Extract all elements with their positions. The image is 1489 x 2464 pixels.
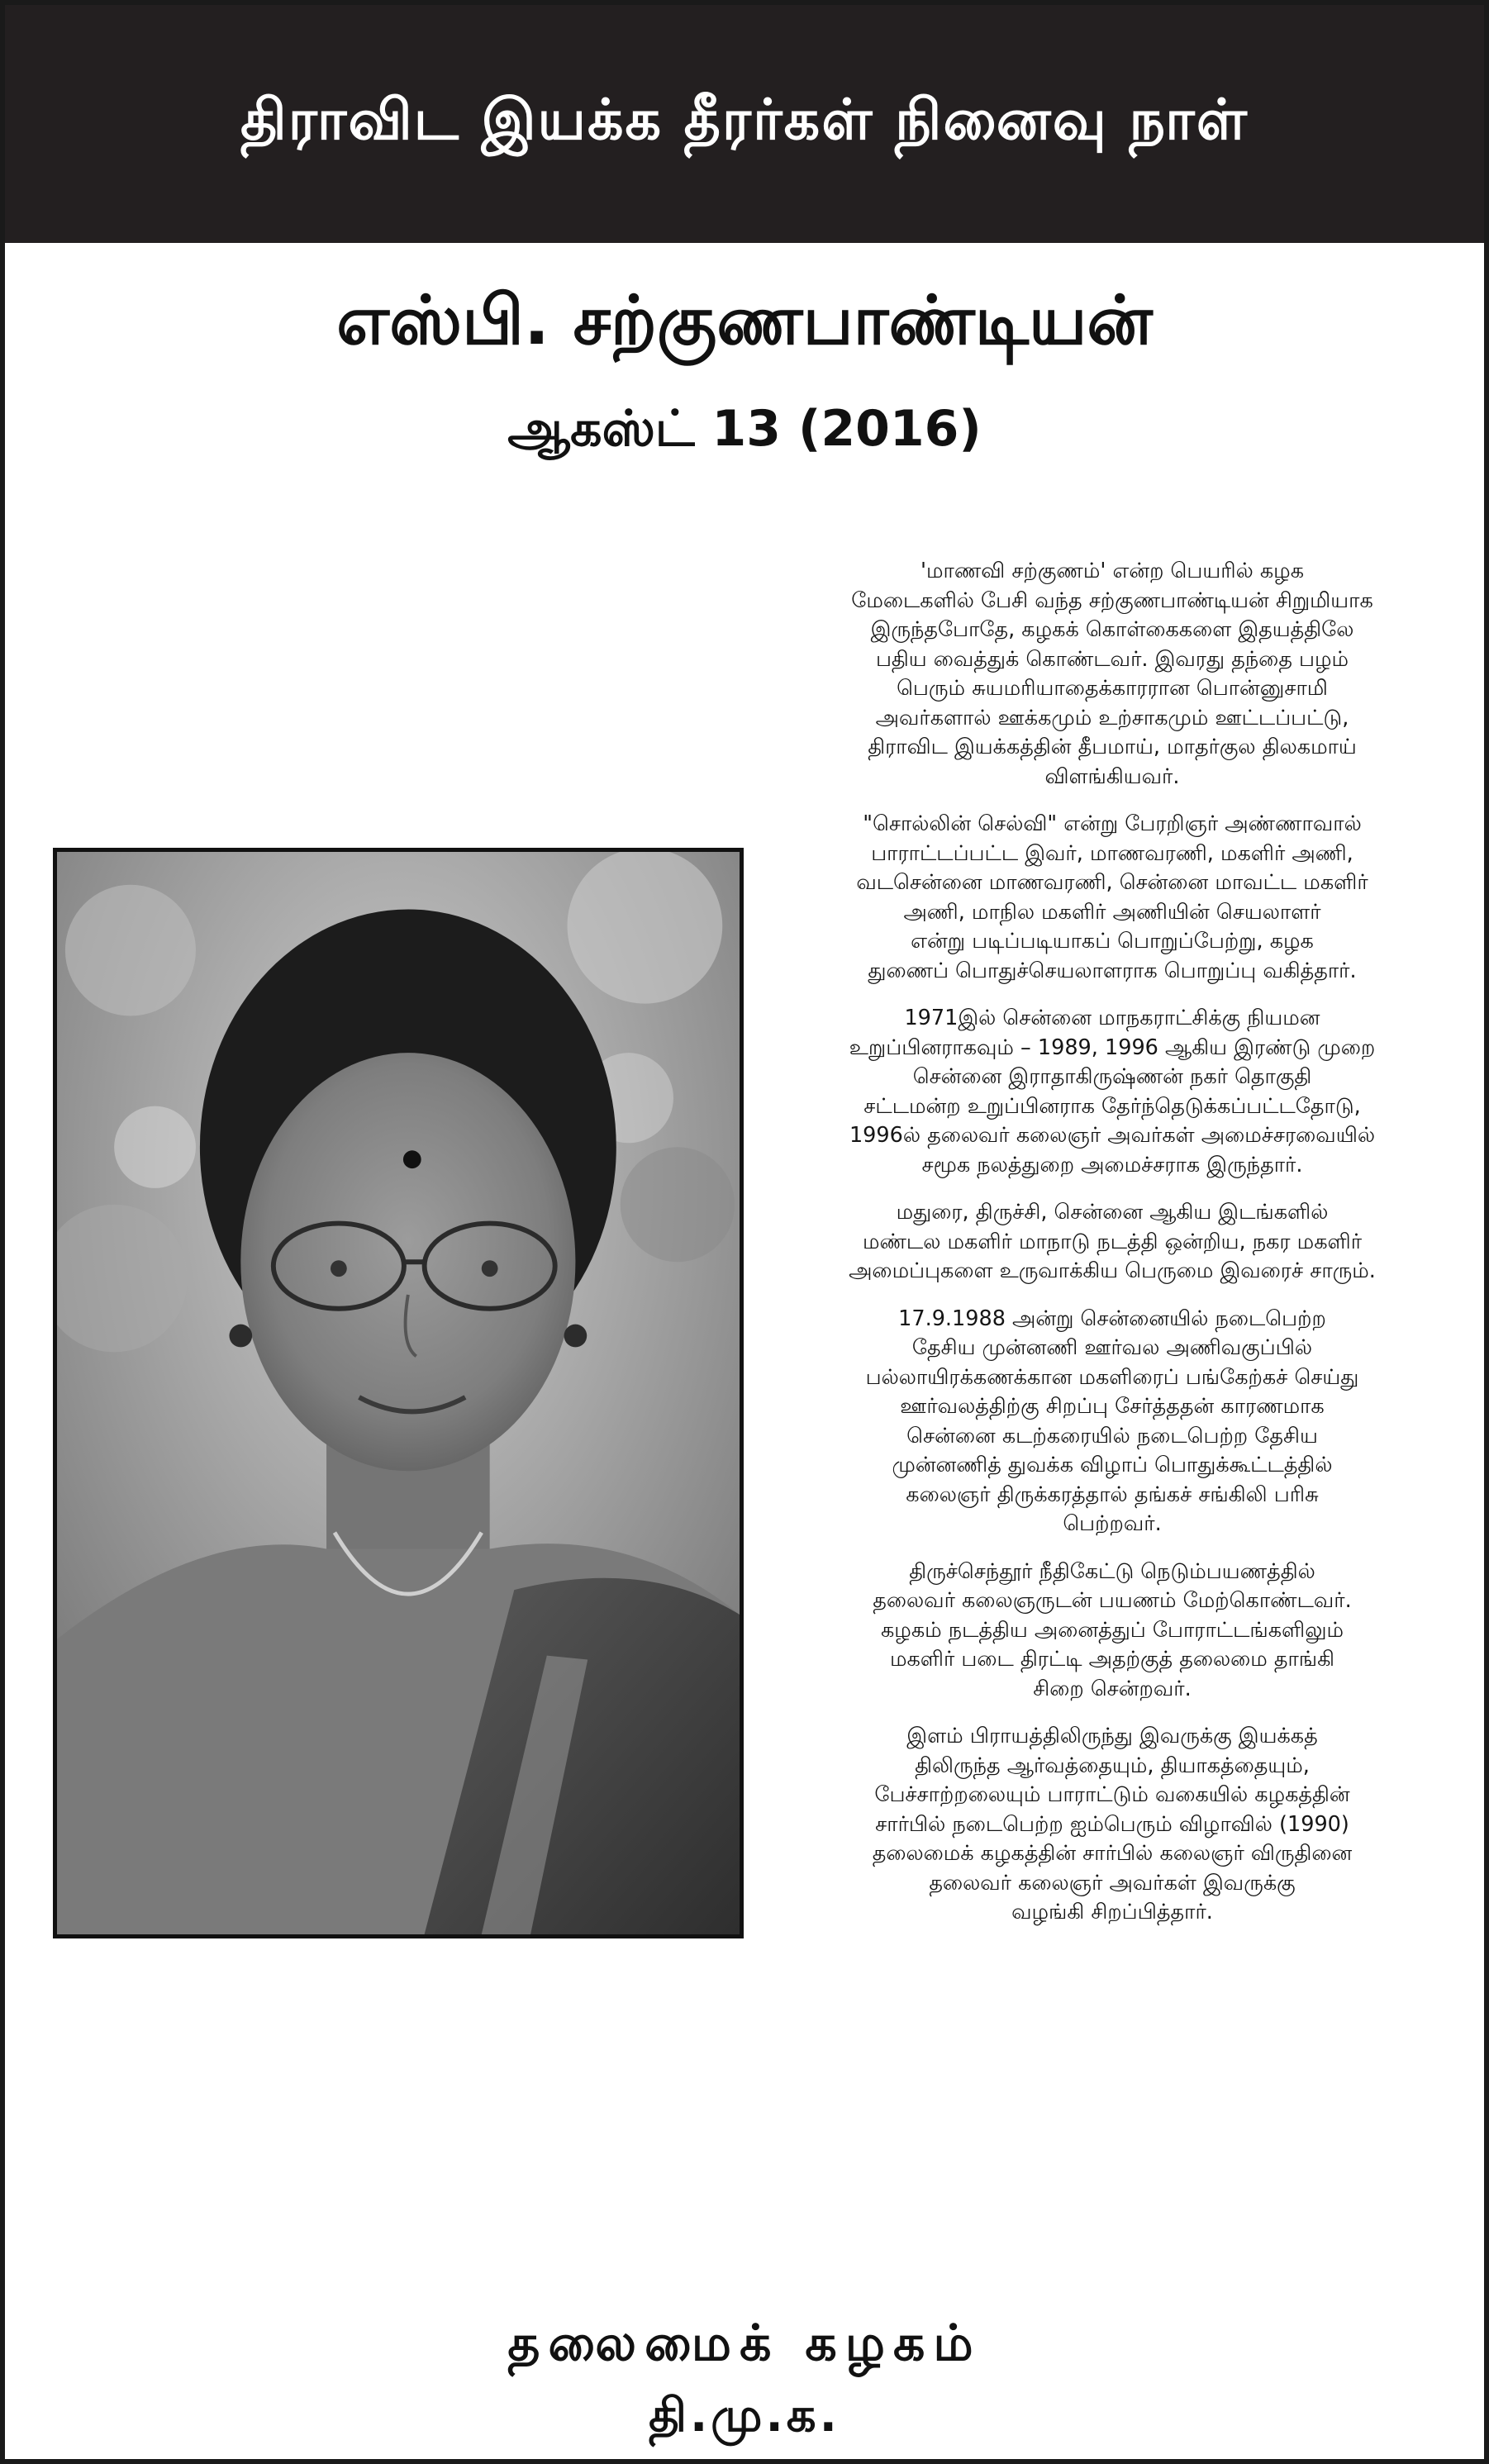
article-line: 1971இல் சென்னை மாநகராட்சிக்கு நியமன (904, 1006, 1320, 1030)
portrait-image (57, 852, 740, 1934)
signature-party: தி.மு.க. (649, 2389, 840, 2443)
article-line: இருந்தபோதே, கழகக் கொள்கைகளை இதயத்திலே (870, 617, 1354, 642)
article-paragraph (732, 810, 1489, 986)
banner-title: திராவிட இயக்க தீரர்கள் நினைவு நாள் (240, 88, 1249, 153)
signature-org: தலைமைக் கழகம் (507, 2314, 982, 2372)
article-paragraph (732, 1198, 1489, 1287)
article-line: வடசென்னை மாணவரணி, சென்னை மாவட்ட மகளிர் (856, 870, 1368, 895)
article-line: பதிய வைத்துக் கொண்டவர். இவரது தந்தை பழம் (875, 646, 1349, 672)
article-line: பேச்சாற்றலையும் பாராட்டும் வகையில் கழகத்தின் (874, 1782, 1350, 1807)
article-line: அவர்களால் ஊக்கமும் உற்சாகமும் ஊட்டப்பட்டு, (875, 705, 1349, 730)
article-line: சென்னை இராதாகிருஷ்ணன் நகர் தொகுதி (912, 1064, 1312, 1089)
article-line: சென்னை கடற்கரையில் நடைபெற்ற தேசிய (906, 1423, 1318, 1448)
article-line: திருச்செந்தூர் நீதிகேட்டு நெடும்பயணத்தில் (909, 1558, 1315, 1584)
article-line: தலைவர் கலைஞருடன் பயணம் மேற்கொண்டவர். (873, 1588, 1352, 1613)
article-line: மகளிர் படை திரட்டி அதற்குத் தலைமை தாங்கி (889, 1647, 1335, 1672)
article-paragraph (732, 1004, 1489, 1180)
article-line: சார்பில் நடைபெற்ற ஐம்பெரும் விழாவில் (1990) (875, 1811, 1349, 1837)
article-line: ஊர்வலத்திற்கு சிறப்பு சேர்த்ததன் காரணமாக (900, 1394, 1325, 1419)
article-line: சமூக நலத்துறை அமைச்சராக இருந்தார். (921, 1152, 1303, 1177)
article-paragraph (732, 557, 1489, 792)
article-line: திராவிட இயக்கத்தின் தீபமாய், மாதர்குல திலகமாய் (868, 735, 1357, 759)
article-line: தேசிய முன்னணி ஊர்வல அணிவகுப்பில் (911, 1335, 1313, 1360)
article-line: கழகம் நடத்திய அனைத்துப் போராட்டங்களிலும் (880, 1617, 1344, 1643)
article-line: துணைப் பொதுச்செயலாளராக பொறுப்பு வகித்தார். (868, 958, 1357, 983)
article-line: பெரும் சுயமரியாதைக்காரரான பொன்னுசாமி (897, 676, 1328, 701)
article-line: உறுப்பினராகவும் – 1989, 1996 ஆகிய இரண்டு முறை (849, 1035, 1376, 1060)
article-line: சட்டமன்ற உறுப்பினராக தேர்ந்தெடுக்கப்பட்டதோடு, (863, 1093, 1361, 1119)
article-line: என்று படிப்படியாகப் பொறுப்பேற்று, கழக (911, 929, 1314, 954)
article-line: "சொல்லின் செல்வி" என்று பேரறிஞர் அண்ணாவால் (863, 811, 1362, 836)
biography-text (732, 557, 1489, 1946)
header-banner (5, 5, 1484, 243)
article-line: 'மாணவி சற்குணம்' என்ற பெயரில் கழக (920, 559, 1305, 583)
article-line: அணி, மாநில மகளிர் அணியின் செயலாளர் (903, 899, 1321, 925)
article-line: 17.9.1988 அன்று சென்னையில் நடைபெற்ற (898, 1306, 1326, 1331)
article-line: அமைப்புகளை உருவாக்கிய பெருமை இவரைச் சாரும். (849, 1258, 1376, 1283)
portrait-photo (53, 848, 744, 1938)
article-paragraph (732, 1722, 1489, 1928)
article-line: முன்னணித் துவக்க விழாப் பொதுக்கூட்டத்தில் (892, 1453, 1333, 1477)
article-line: திலிருந்த ஆர்வத்தையும், தியாகத்தையும், (915, 1753, 1310, 1778)
article-line: சிறை சென்றவர். (1033, 1676, 1192, 1701)
article-line: விளங்கியவர். (1044, 763, 1180, 789)
article-line: பாராட்டப்பட்ட இவர், மாணவரணி, மகளிர் அணி, (871, 840, 1353, 866)
article-paragraph (732, 1558, 1489, 1705)
article-line: பெற்றவர். (1063, 1511, 1162, 1536)
article-line: மண்டல மகளிர் மாநாடு நடத்தி ஒன்றிய, நகர மகளிர் (862, 1229, 1363, 1254)
article-line: தலைமைக் கழகத்தின் சார்பில் கலைஞர் விருதினை (872, 1841, 1353, 1866)
article-line: மேடைகளில் பேசி வந்த சற்குணபாண்டியன் சிறுமியாக (851, 587, 1373, 613)
article-line: வழங்கி சிறப்பித்தார். (1011, 1900, 1213, 1924)
article-line: இளம் பிராயத்திலிருந்து இவருக்கு இயக்கத் (906, 1724, 1318, 1748)
person-name: எஸ்பி. சற்குணபாண்டியன் (336, 282, 1153, 360)
article-line: மதுரை, திருச்சி, சென்னை ஆகிய இடங்களில் (896, 1200, 1329, 1225)
memorial-date: ஆகஸ்ட் 13 (2016) (507, 400, 982, 458)
article-line: தலைவர் கலைஞர் அவர்கள் இவருக்கு (929, 1870, 1296, 1896)
article-line: கலைஞர் திருக்கரத்தால் தங்கச் சங்கிலி பரிசு (906, 1482, 1319, 1507)
article-line: 1996ல் தலைவர் கலைஞர் அவர்கள் அமைச்சரவையில் (849, 1123, 1376, 1148)
article-line: பல்லாயிரக்கணக்கான மகளிரைப் பங்கேற்கச் செய்து (865, 1364, 1359, 1390)
article-paragraph (732, 1305, 1489, 1539)
